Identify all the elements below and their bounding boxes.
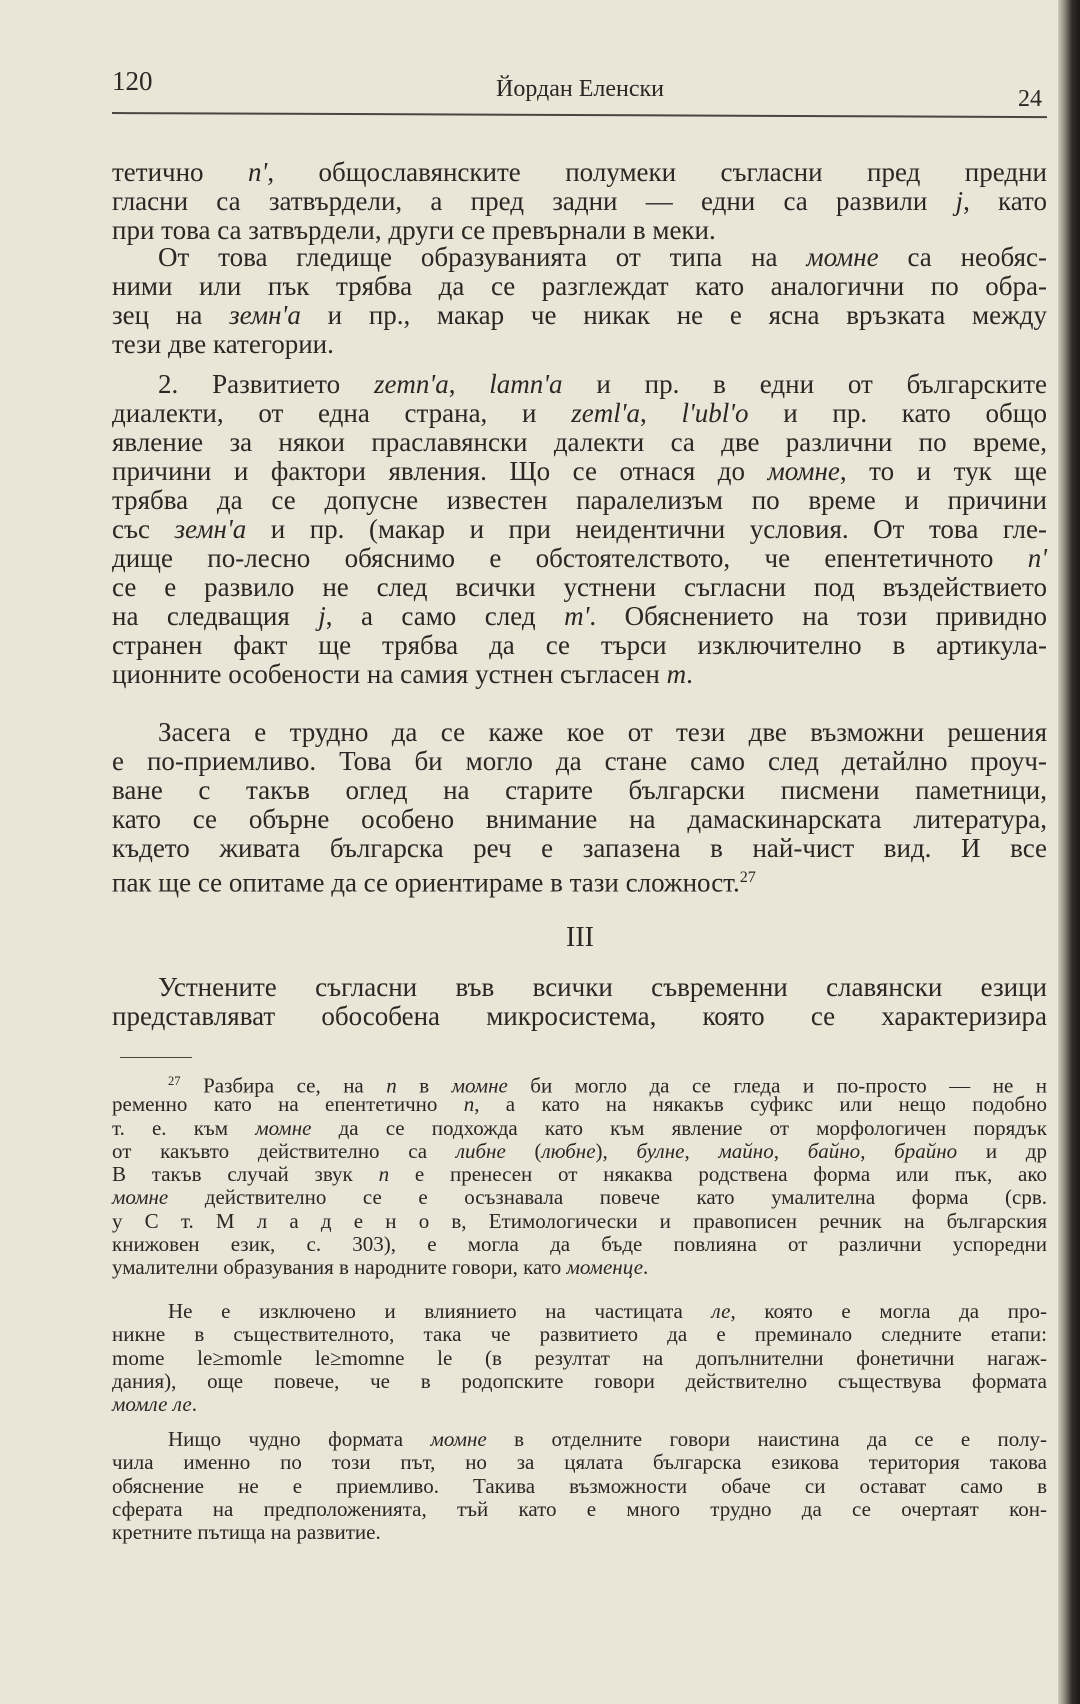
paragraph — [112, 243, 1047, 359]
text-line — [112, 486, 1047, 515]
text-run: . — [643, 1255, 649, 1280]
italic-term: m' — [564, 601, 590, 631]
italic-term: m — [666, 659, 687, 689]
text-run: където живата българска реч е запазена в най-чист вид. И все — [112, 833, 1047, 863]
italic-term: момне — [806, 242, 879, 272]
header-rule — [112, 112, 1047, 118]
text-line — [112, 428, 1047, 457]
italic-term: n' — [248, 157, 268, 187]
italic-term: l'ubl'o — [681, 398, 749, 428]
italic-term: момне — [255, 1115, 312, 1140]
italic-term: момле ле — [112, 1392, 192, 1417]
text-run: и пр. (макар и при неидентични условия. От това гле- — [246, 514, 1047, 544]
text-run: Нищо чудно формата — [168, 1427, 431, 1451]
italic-term: земн'а — [174, 514, 247, 544]
text-run: чила именно по този път, но за цялата българска езикова територия такова — [112, 1450, 1047, 1475]
text-run: ними или пък трябва да се разглеждат като аналогични по обра- — [112, 271, 1047, 301]
text-run: ( — [505, 1138, 542, 1163]
text-line — [112, 1093, 1047, 1116]
italic-term: момне — [451, 1073, 508, 1098]
paragraph — [112, 717, 1047, 898]
text-run: ване с такъв оглед на старите български писмени паметници, — [112, 775, 1047, 805]
italic-term: n — [378, 1162, 390, 1187]
paragraph — [112, 973, 1047, 1031]
text-run: дания), още повече, че в родопските говори действително съществува формата — [112, 1368, 1047, 1393]
text-run: дище по-лесно обяснимо е обстоятелството, че епентетичното — [112, 543, 1028, 573]
text-run: В такъв случай звук — [112, 1162, 379, 1187]
text-run: е по-приемливо. Това би могло да стане само след детайлно проуч- — [112, 746, 1047, 776]
text-run: , която е могла да про- — [730, 1299, 1047, 1323]
text-run: ), — [595, 1138, 637, 1163]
text-line — [112, 515, 1047, 544]
text-line — [112, 330, 1047, 359]
text-line — [112, 1521, 1047, 1544]
footnote — [112, 1070, 1047, 1280]
text-line — [112, 158, 1047, 187]
text-run: Засега е трудно да се каже кое от тези две възможни решения — [158, 717, 1047, 747]
text-line — [112, 1347, 1047, 1370]
paragraph — [112, 370, 1047, 689]
italic-term: j — [318, 601, 326, 631]
text-line — [112, 370, 1047, 399]
text-run: причини и фактори явления. Що се отнася до — [112, 456, 768, 486]
text-run: е пренесен от някаква родствена форма или пък, ако — [389, 1162, 1047, 1187]
text-line — [112, 1393, 1047, 1416]
book-spine-shadow — [1058, 0, 1080, 1704]
text-line — [112, 1451, 1047, 1474]
text-run: сферата на предположенията, тъй като е много трудно да се очертаят кон- — [112, 1496, 1047, 1521]
italic-term: момне — [430, 1427, 487, 1451]
text-line — [112, 1428, 1047, 1451]
footnote-marker: 27 — [739, 868, 756, 886]
text-line — [112, 1256, 1047, 1279]
text-run: представляват обособена микросистема, която се характеризира — [112, 1001, 1047, 1031]
text-run: да се подхожда като към явление от морфологичен порядък — [311, 1115, 1047, 1140]
italic-term: либне — [455, 1138, 506, 1163]
italic-term: момне — [767, 456, 840, 486]
italic-term: любне — [541, 1138, 596, 1163]
text-run: никне в съществителното, така че развитието да е преминало следните етапи: — [112, 1322, 1047, 1347]
text-run: , — [860, 1138, 895, 1163]
italic-term: j — [955, 186, 964, 216]
text-run: . Обяснението на този привидно — [589, 601, 1047, 631]
text-run: , а само след — [325, 601, 565, 631]
text-line — [112, 863, 1047, 898]
text-run: у С т. М л а д е н о в, Етимологически и правописен речник на българския — [112, 1208, 1047, 1233]
text-line — [112, 1210, 1047, 1233]
text-run: 2. Развитието — [158, 369, 374, 399]
italic-term: n — [463, 1092, 475, 1117]
text-run: и пр., макар че никак не е ясна връзката между — [300, 300, 1047, 330]
text-line — [112, 187, 1047, 216]
sheet-number: 24 — [1018, 86, 1042, 112]
text-run: и пр. в едни от българските — [562, 369, 1047, 399]
text-run: като се обърне особено внимание на дамаскинарската литература, — [112, 804, 1047, 834]
italic-term: zemn'a — [373, 369, 449, 399]
italic-term: n' — [1027, 543, 1047, 573]
text-run: Не е изключено и влиянието на частицата — [168, 1299, 712, 1323]
text-line — [112, 973, 1047, 1002]
italic-term: байно — [807, 1138, 861, 1163]
italic-term: земн'а — [229, 300, 301, 330]
text-run: от какъвто действително са — [112, 1138, 456, 1163]
text-line — [112, 544, 1047, 573]
text-line — [112, 573, 1047, 602]
section-heading: III — [566, 922, 594, 953]
footnote-rule — [120, 1057, 192, 1058]
text-run: , — [448, 369, 490, 399]
text-run: , то и тук ще — [839, 456, 1048, 486]
text-run: при това са затвърдели, други се превърнали в меки. — [112, 215, 716, 245]
text-run: са необяс- — [878, 242, 1047, 272]
text-run: и пр. като общо — [748, 398, 1047, 428]
text-line — [112, 243, 1047, 272]
text-line — [112, 457, 1047, 486]
text-line — [112, 631, 1047, 660]
text-run: действително се е осъзнавала повече като умалителна форма (срв. — [168, 1185, 1047, 1210]
text-run: . — [191, 1392, 198, 1417]
text-run: , — [639, 398, 682, 428]
text-run: , — [684, 1138, 719, 1163]
italic-term: брайно — [894, 1138, 958, 1163]
text-run: ременно като на епентетично — [112, 1092, 464, 1117]
text-line — [112, 1370, 1047, 1393]
text-run: в — [396, 1073, 452, 1098]
paragraph — [112, 158, 1047, 245]
text-run: със — [112, 514, 175, 544]
text-line — [112, 272, 1047, 301]
text-line — [112, 1070, 1047, 1098]
italic-term: майно — [718, 1138, 774, 1163]
running-title: Йордан Еленски — [495, 76, 664, 102]
text-line — [112, 1117, 1047, 1140]
text-run: в отделните говори наистина да се е полу- — [486, 1427, 1047, 1451]
text-run: се е развило не след всички устнени съгласни под въздействието — [112, 572, 1047, 602]
text-run: Устнените съгласни във всички съвременни славянски езици — [158, 972, 1047, 1002]
text-line — [112, 747, 1047, 776]
text-line — [112, 1163, 1047, 1186]
text-run: т. е. към — [112, 1115, 256, 1140]
text-run: , общославянските полумеки съгласни пред предни — [267, 157, 1047, 187]
text-run: умалителни образувания в народните говори, като — [112, 1255, 567, 1280]
italic-term: n — [386, 1073, 397, 1098]
italic-term: ле — [711, 1299, 731, 1323]
italic-term: lamn'a — [489, 369, 563, 399]
text-line — [112, 1300, 1047, 1323]
text-run: странен факт ще трябва да се търси изключително в артикула- — [112, 630, 1047, 660]
text-line — [112, 1323, 1047, 1346]
text-run: , а като на някакъв суфикс или нещо подобно — [474, 1092, 1047, 1117]
text-run: на следващия — [112, 601, 319, 631]
text-run: и др — [957, 1138, 1047, 1163]
text-run: пак ще се опитаме да се ориентираме в тази сложност. — [112, 867, 740, 898]
text-run: От това гледище образуванията от типа на — [158, 242, 807, 272]
text-run: Разбира се, на — [180, 1073, 387, 1098]
text-run: зец на — [112, 300, 230, 330]
footnote-paragraph — [112, 1428, 1047, 1544]
text-line — [112, 1498, 1047, 1521]
text-line — [112, 660, 1047, 689]
text-run: тези две категории. — [112, 329, 334, 359]
text-line — [112, 216, 1047, 245]
text-run: диалекти, от една страна, и — [112, 398, 572, 428]
text-line — [112, 834, 1047, 863]
text-run: обяснение не е приемливо. Такива възможности обаче си остават само в — [112, 1473, 1047, 1498]
italic-term: булне — [636, 1138, 685, 1163]
text-line — [112, 1186, 1047, 1209]
text-line — [112, 718, 1047, 747]
text-run: кретните пътища на развитие. — [112, 1520, 381, 1545]
text-run: би могло да се гледа и по-просто — не н — [507, 1073, 1047, 1098]
text-line — [112, 602, 1047, 631]
text-line — [112, 1233, 1047, 1256]
text-run: , като — [963, 186, 1047, 216]
text-line — [112, 1475, 1047, 1498]
text-run: ционните особености на самия устнен съгласен — [112, 659, 667, 689]
italic-term: момне — [112, 1185, 169, 1210]
text-run: трябва да се допусне известен паралелизъм по време и причини — [112, 485, 1047, 515]
text-line — [112, 805, 1047, 834]
text-line — [112, 1140, 1047, 1163]
italic-term: zeml'a — [571, 398, 640, 428]
footnote-paragraph — [112, 1300, 1047, 1416]
text-line — [112, 399, 1047, 428]
text-line — [112, 776, 1047, 805]
italic-term: моменце — [566, 1255, 644, 1280]
text-run: , — [773, 1138, 808, 1163]
text-line — [112, 301, 1047, 330]
text-run: mome le≥momle le≥momne le (в резултат на допълнителни фонетични нагаж- — [112, 1345, 1047, 1370]
text-run: гласни са затвърдели, а пред задни — едни са развили — [112, 186, 956, 216]
text-run: книжовен език, с. 303), е могла да бъде повлияна от различни успоредни — [112, 1232, 1047, 1257]
text-run: тетично — [112, 157, 249, 187]
text-run: . — [686, 659, 693, 689]
footnote-marker: 27 — [168, 1074, 181, 1088]
page-number: 120 — [112, 66, 153, 96]
text-run: явление за някои праславянски далекти са две различни по време, — [112, 427, 1047, 457]
text-line — [112, 1002, 1047, 1031]
